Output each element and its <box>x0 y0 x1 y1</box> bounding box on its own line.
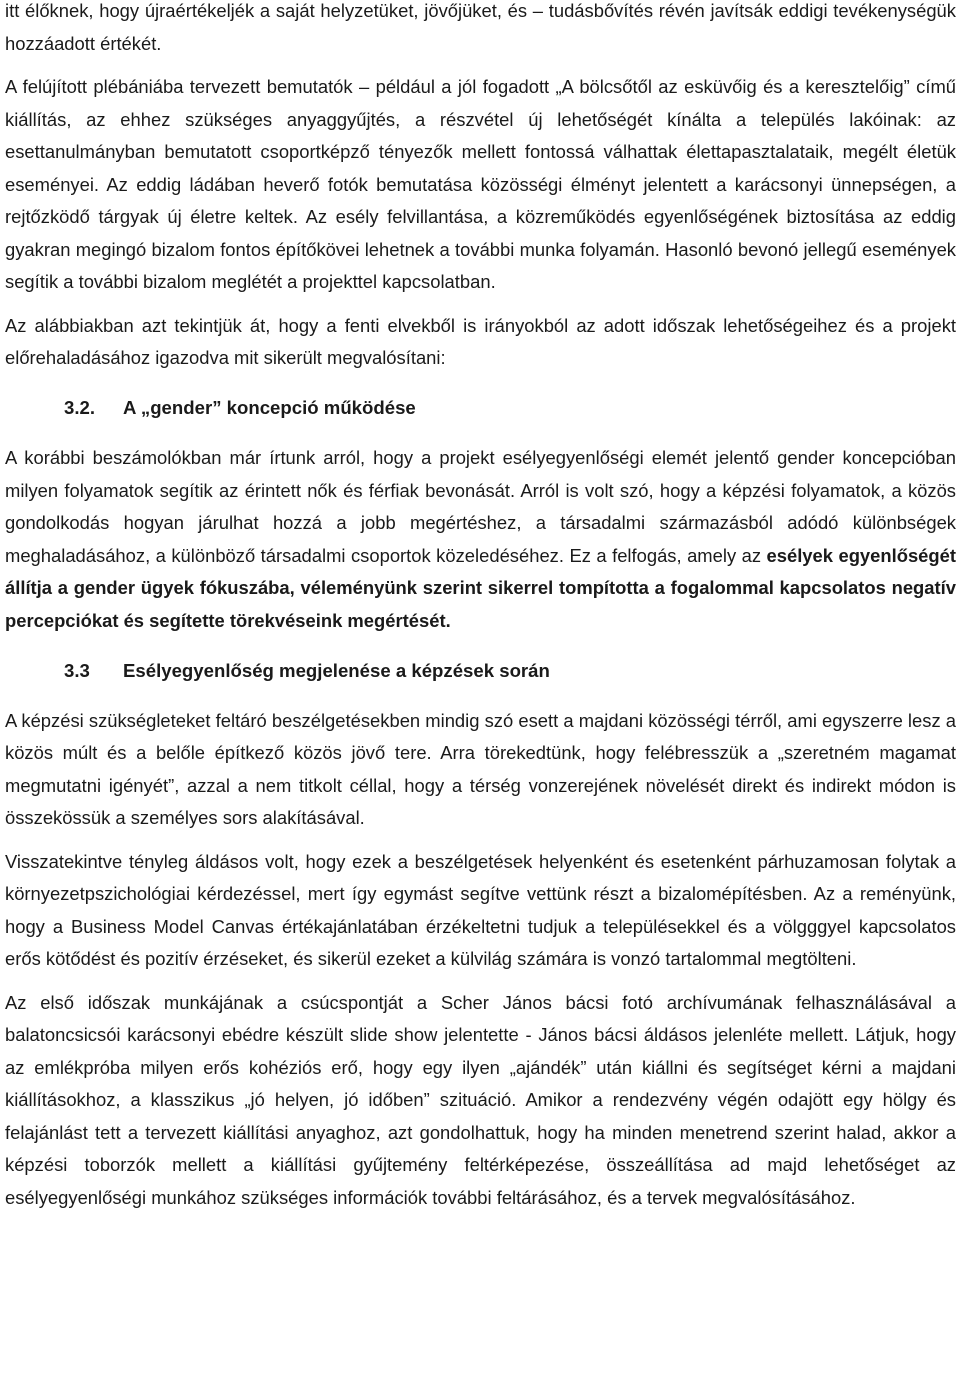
paragraph-gender-lead: Ez a felfogás, amely az <box>563 544 767 566</box>
paragraph-training-needs: A képzési szükségleteket feltáró beszélgetésekben mindig szó esett a majdani közösségi térről, ami egyszerre lesz a közös múlt és a belőle építkező közös jövő tere. Arra törekedtünk, hogy felébresszük a „szeretném magamat megmutatni igényét”, azzal a nem titkolt céllal, hogy a térség vonzerejének növelését direkt és indirekt módon is összekössük a személyes sors alakításával. <box>5 709 956 828</box>
section-number: 3.3 <box>64 660 90 681</box>
paragraph-gender-emphasis: esélyek egyenlőségét állítja a gender ügyek fókuszába, véleményünk szerint sikerrel tompította a fogalommal kapcsolatos negatív percepciókat és segítette törekvéseink megértését. <box>5 544 957 631</box>
section-heading-3-3 <box>5 655 956 688</box>
section-heading-3-2 <box>5 392 956 425</box>
paragraph-exhibitions: A felújított plébániába tervezett bemutatók – például a jól fogadott „A bölcsőtől az esküvőig és a keresztelőig” című kiállítás, az ehhez szükséges anyaggyűjtés, a részvétel új lehetőségét kínálta a település lakóinak: az esettanulmányban bemutatott csoportképző tényezők mellett fontossá válhattak élettapasztalataik, megélt életük eseményei. Az eddig ládában heverő fotók bemutatása közösségi élményt jelentett a karácsonyi ünnepségen, a rejtőzködő tárgyak új életre keltek. Az esély felvillantása, a közreműködés egyenlőségének biztosítása az eddig gyakran megingó bizalom fontos építőkövei lehetnek a további munka folyamán. Hasonló bevonó jellegű események segítik a további bizalom meglétét a projekttel kapcsolatban. <box>5 76 956 292</box>
section-title: A „gender” koncepció működése <box>123 396 416 418</box>
document-page <box>5 0 956 1214</box>
paragraph-retrospective: Visszatekintve tényleg áldásos volt, hogy ezek a beszélgetések helyenként és esetenként párhuzamosan folytak a környezetpszichológiai kérdezéssel, mert így egymást segítve vettünk részt a bizalomépítésben. Az a reményünk, hogy a Business Model Canvas értékajánlatában érzékeltetni tudjuk a településekkel és a völgggyel kapcsolatos erős kötődést és pozitív érzéseket, és sikerül ezeket a külvilág számára is vonzó tartalommal megtölteni. <box>5 850 956 969</box>
paragraph-gender-text: A korábbi beszámolókban már írtunk arról, hogy a projekt esélyegyenlőségi elemét jelentő gender koncepcióban milyen folyamatok segítik az érintett nők és férfiak bevonását. Arról is volt szó, hogy a képzési folyamatok, a közös gondolkodás hogyan járulhat hozzá a jobb megértéshez, a társadalmi származásból adódó különbségek meghaladásához, a különböző társadalmi csoportok közeledéséhez. <box>5 447 956 566</box>
section-title: Esélyegyenlőség megjelenése a képzések során <box>123 660 550 681</box>
paragraph-first-period: Az első időszak munkájának a csúcspontját a Scher János bácsi fotó archívumának felhasználásával a balatoncsicsói karácsonyi ebédre készült slide show jelentette - János bácsi áldásos jelenléte mellett. Látjuk, hogy az emlékpróba milyen erős kohéziós erő, hogy egy ilyen „ajándék” után kiállni és segítséget kérni a majdani kiállításokhoz, a klasszikus „jó helyen, jó időben” szituáció. Amikor a rendezvény végén odajött egy hölgy és felajánlást tett a tervezett kiállítási anyaghoz, azt gondolhattuk, hogy ha minden menetrend szerint halad, akkor a képzési toborzók mellett a kiállítási gyűjtemény feltérképezése, összeállítása ad majd lehetőséget az esélyegyenlőségi munkához szükséges információk további feltárásához, és a tervek megvalósításához. <box>5 991 956 1208</box>
paragraph-gender-concept <box>5 442 956 637</box>
paragraph-intro-continuation: itt élőknek, hogy újraértékeljék a saját helyzetüket, jövőjüket, és – tudásbővítés révén javítsák eddigi tevékenységük hozzáadott értékét. <box>5 0 956 54</box>
section-number: 3.2. <box>64 396 96 418</box>
paragraph-overview: Az alábbiakban azt tekintjük át, hogy a fenti elvekből is irányokból az adott időszak lehetőségeihez és a projekt előrehaladásához igazodva mit sikerült megvalósítani: <box>5 314 956 368</box>
